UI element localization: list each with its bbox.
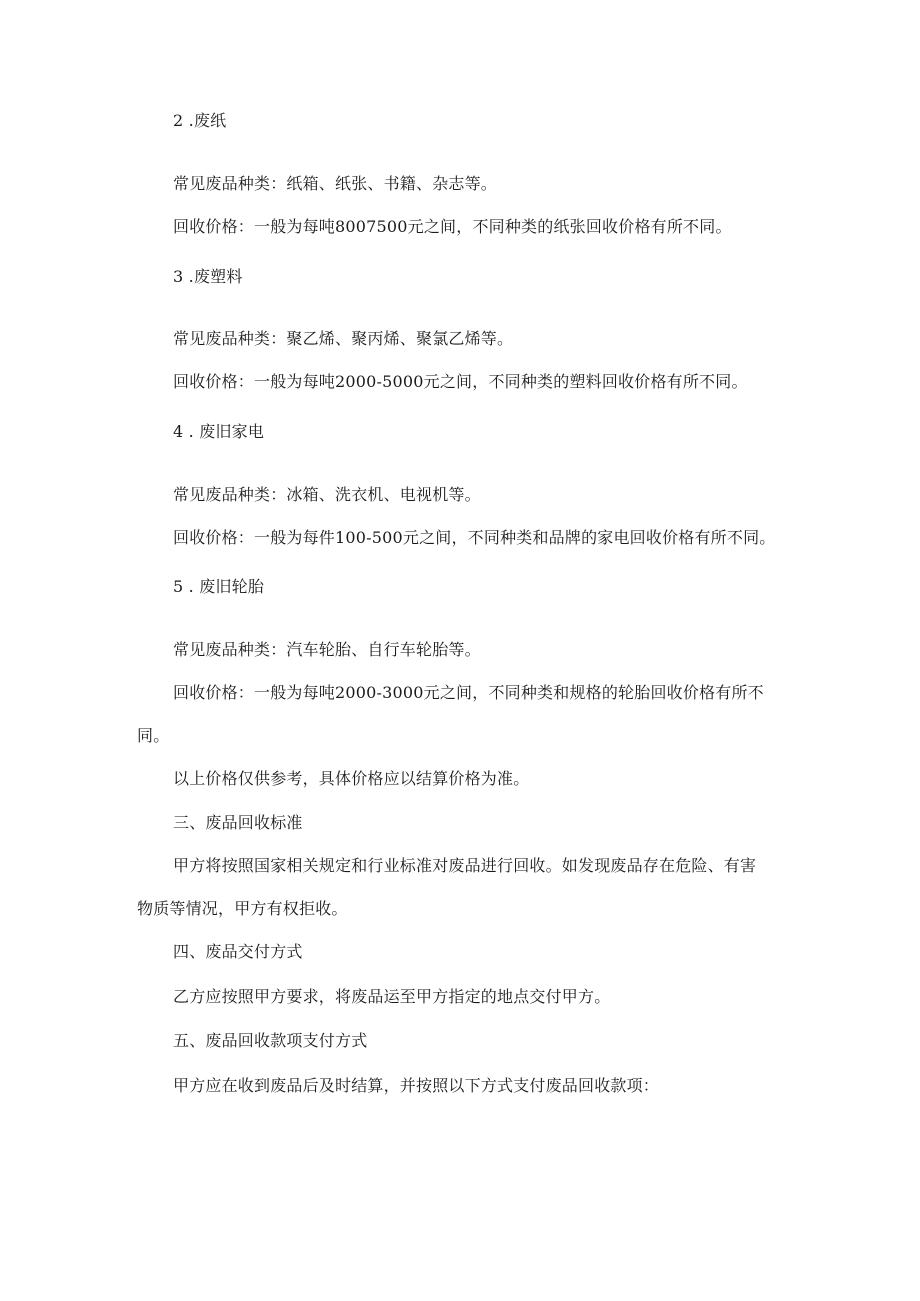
section-heading-payment-method: 五、废品回收款项支付方式 <box>173 1031 368 1050</box>
section-heading-old-appliances: 4 . 废旧家电 <box>173 422 265 441</box>
paragraph-line: 回收价格：一般为每件100-500元之间，不同种类和品牌的家电回收价格有所不同。 <box>173 528 776 547</box>
section-heading-delivery-method: 四、废品交付方式 <box>173 942 303 961</box>
paragraph-line: 常见废品种类：纸箱、纸张、书籍、杂志等。 <box>173 174 498 193</box>
paragraph-line: 回收价格：一般为每吨2000-5000元之间，不同种类的塑料回收价格有所不同。 <box>173 372 748 391</box>
section-heading-waste-paper: 2 .废纸 <box>173 111 227 130</box>
paragraph-line: 回收价格：一般为每吨8007500元之间，不同种类的纸张回收价格有所不同。 <box>173 217 732 236</box>
paragraph-line: 甲方将按照国家相关规定和行业标准对废品进行回收。如发现废品存在危险、有害 <box>173 856 757 875</box>
paragraph-line-continued: 同。 <box>137 726 170 745</box>
section-heading-recycling-standard: 三、废品回收标准 <box>173 813 303 832</box>
paragraph-line: 常见废品种类：冰箱、洗衣机、电视机等。 <box>173 485 481 504</box>
section-heading-waste-plastic: 3 .废塑料 <box>173 267 243 286</box>
section-heading-old-tires: 5 . 废旧轮胎 <box>173 577 265 596</box>
paragraph-line: 以上价格仅供参考，具体价格应以结算价格为准。 <box>173 769 530 788</box>
paragraph-line: 常见废品种类：汽车轮胎、自行车轮胎等。 <box>173 640 481 659</box>
paragraph-line: 回收价格：一般为每吨2000-3000元之间，不同种类和规格的轮胎回收价格有所不 <box>173 683 764 702</box>
paragraph-line-continued: 物质等情况，甲方有权拒收。 <box>137 899 348 918</box>
paragraph-line: 乙方应按照甲方要求，将废品运至甲方指定的地点交付甲方。 <box>173 987 611 1006</box>
paragraph-line: 常见废品种类：聚乙烯、聚丙烯、聚氯乙烯等。 <box>173 329 514 348</box>
paragraph-line: 甲方应在收到废品后及时结算，并按照以下方式支付废品回收款项： <box>173 1076 660 1095</box>
